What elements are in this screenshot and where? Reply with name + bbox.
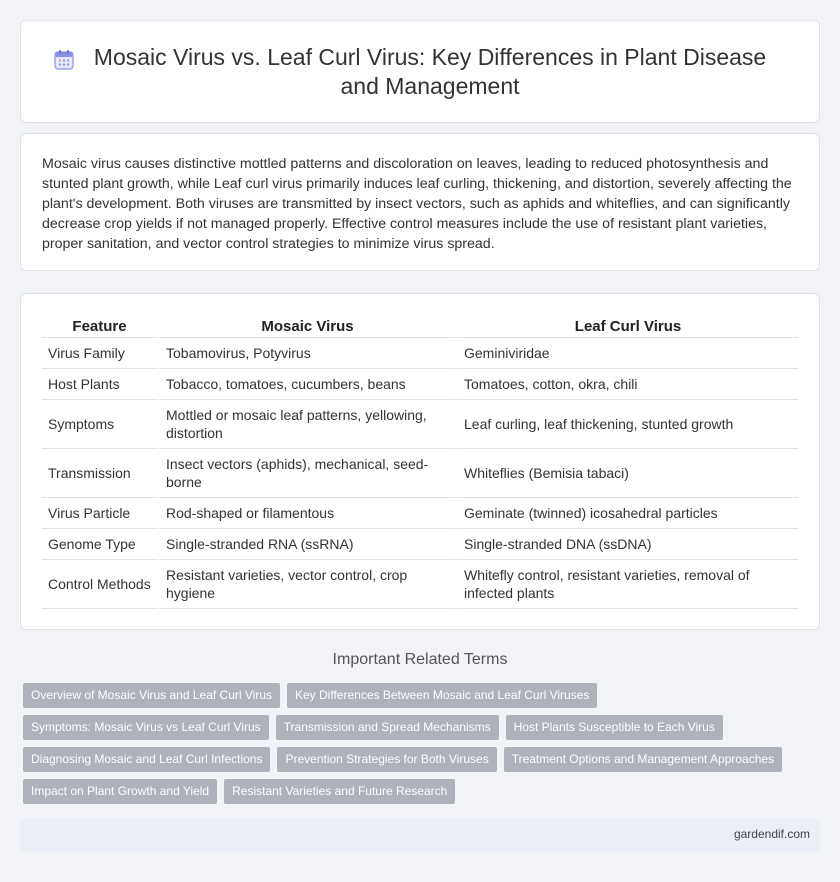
page-title: Mosaic Virus vs. Leaf Curl Virus: Key Differences in Plant Disease and Management <box>93 43 767 99</box>
table-row <box>42 400 798 449</box>
table-cell-leaf-curl: Leaf curling, leaf thickening, stunted growth <box>455 400 798 449</box>
title-row <box>21 21 819 122</box>
related-tag[interactable]: Impact on Plant Growth and Yield <box>23 779 217 804</box>
table-cell-feature: Virus Family <box>42 338 157 369</box>
table-header-row <box>42 314 798 338</box>
comparison-table <box>42 314 798 609</box>
table-row <box>42 498 798 529</box>
table-cell-feature: Genome Type <box>42 529 157 560</box>
footer-bar <box>20 818 820 852</box>
table-cell-feature: Control Methods <box>42 560 157 609</box>
table-cell-leaf-curl: Geminiviridae <box>455 338 798 369</box>
table-row <box>42 369 798 400</box>
table-row <box>42 338 798 369</box>
table-row <box>42 529 798 560</box>
related-tag[interactable]: Resistant Varieties and Future Research <box>224 779 455 804</box>
table-cell-feature: Symptoms <box>42 400 157 449</box>
related-tag[interactable]: Treatment Options and Management Approaches <box>504 747 782 772</box>
table-cell-mosaic: Tobamovirus, Potyvirus <box>157 338 455 369</box>
related-tag[interactable]: Symptoms: Mosaic Virus vs Leaf Curl Virus <box>23 715 269 740</box>
summary-text: Mosaic virus causes distinctive mottled patterns and discoloration on leaves, leading to reduced photosynthesis and stunted plant growth, while Leaf curl virus primarily induces leaf curling, thickening, and distortion, severely affecting the plant's development. Both viruses are transmitted by insect vectors, such as aphids and whiteflies, and can significantly decrease crop yields if not managed properly. Effective control measures include the use of resistant plant varieties, proper sanitation, and vector control strategies to minimize virus spread. <box>42 156 792 252</box>
table-row <box>42 560 798 609</box>
tag-row <box>23 747 823 772</box>
table-cell-mosaic: Single-stranded RNA (ssRNA) <box>157 529 455 560</box>
footer-site-name[interactable]: gardendif.com <box>733 827 810 841</box>
related-tag[interactable]: Transmission and Spread Mechanisms <box>276 715 499 740</box>
header-card <box>20 20 820 123</box>
table-cell-leaf-curl: Geminate (twinned) icosahedral particles <box>455 498 798 529</box>
table-cell-leaf-curl: Whitefly control, resistant varieties, removal of infected plants <box>455 560 798 609</box>
column-header-leaf-curl-virus: Leaf Curl Virus <box>455 314 798 338</box>
table-cell-mosaic: Rod-shaped or filamentous <box>157 498 455 529</box>
related-tag[interactable]: Overview of Mosaic Virus and Leaf Curl Virus <box>23 683 280 708</box>
table-cell-mosaic: Tobacco, tomatoes, cucumbers, beans <box>157 369 455 400</box>
tag-row <box>23 715 823 740</box>
related-tag[interactable]: Host Plants Susceptible to Each Virus <box>506 715 723 740</box>
related-terms-tags <box>23 683 823 811</box>
tag-row <box>23 779 823 804</box>
tag-row <box>23 683 823 708</box>
table-cell-mosaic: Mottled or mosaic leaf patterns, yellowing, distortion <box>157 400 455 449</box>
related-tag[interactable]: Diagnosing Mosaic and Leaf Curl Infections <box>23 747 270 772</box>
table-cell-feature: Virus Particle <box>42 498 157 529</box>
table-cell-leaf-curl: Whiteflies (Bemisia tabaci) <box>455 449 798 498</box>
column-header-feature: Feature <box>42 314 157 338</box>
table-row <box>42 449 798 498</box>
table-cell-feature: Transmission <box>42 449 157 498</box>
table-cell-mosaic: Resistant varieties, vector control, crop hygiene <box>157 560 455 609</box>
table-cell-leaf-curl: Tomatoes, cotton, okra, chili <box>455 369 798 400</box>
comparison-table-card <box>20 293 820 630</box>
related-tag[interactable]: Key Differences Between Mosaic and Leaf Curl Viruses <box>287 683 597 708</box>
summary-card <box>20 133 820 271</box>
related-terms-title: Important Related Terms <box>332 651 508 668</box>
table-cell-mosaic: Insect vectors (aphids), mechanical, seed-borne <box>157 449 455 498</box>
table-cell-leaf-curl: Single-stranded DNA (ssDNA) <box>455 529 798 560</box>
table-cell-feature: Host Plants <box>42 369 157 400</box>
column-header-mosaic-virus: Mosaic Virus <box>157 314 455 338</box>
related-tag[interactable]: Prevention Strategies for Both Viruses <box>277 747 496 772</box>
